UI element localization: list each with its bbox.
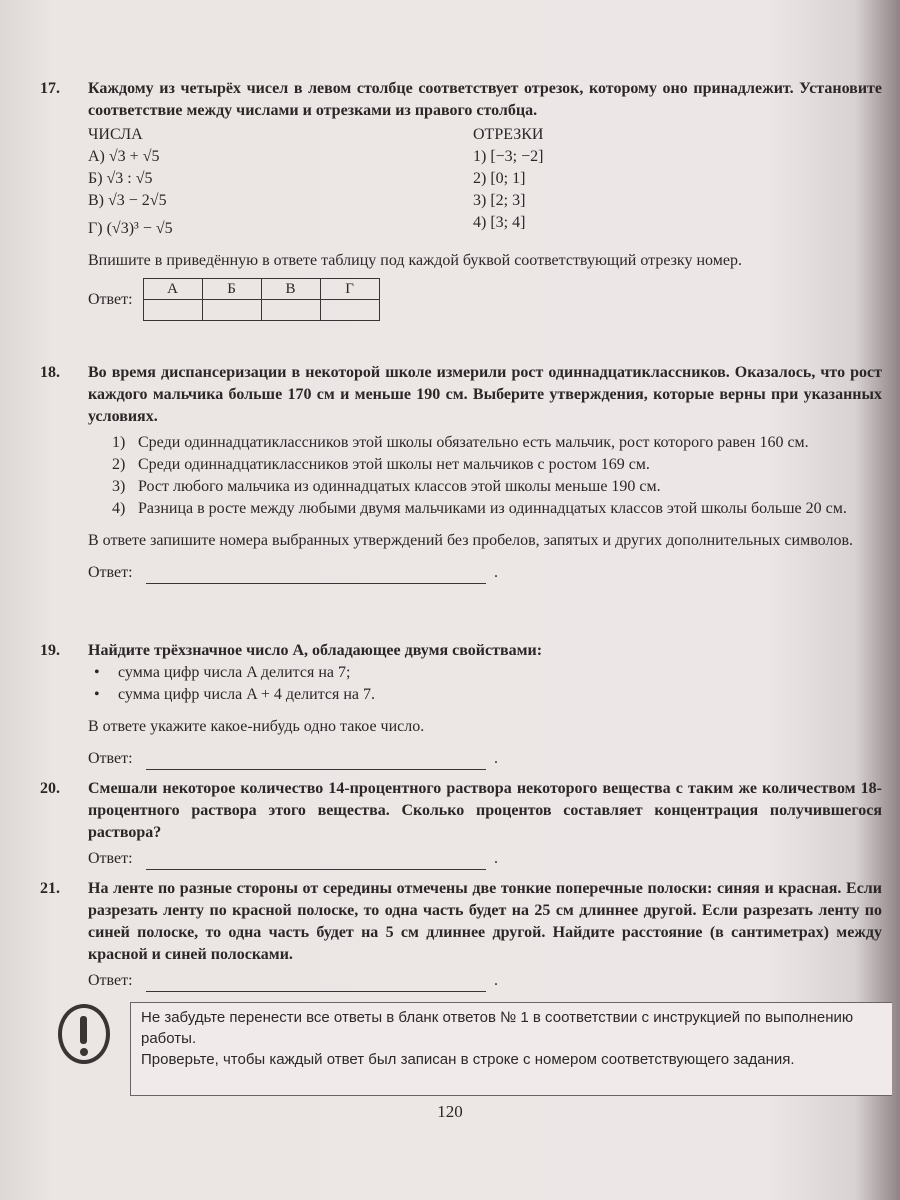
answer-label: Ответ:	[88, 850, 133, 867]
math-expression: √3 : √5	[106, 170, 153, 187]
item-label: 2)	[473, 170, 487, 187]
task-instruction: В ответе укажите какое-нибудь одно такое число.	[88, 718, 425, 735]
task-text: На ленте по разные стороны от середины отмечены две тонкие поперечные полоски: синяя и красная. Если разрезать ленту по красной полоске, то одна часть будет на 25 см длиннее другой. Если разрезать ленту по синей полоске, то одна часть будет на 5 см длиннее другой. Найдите расстояние (в сантиметрах) между красной и синей полосками.	[88, 880, 882, 963]
item-label: В)	[88, 192, 104, 209]
answer-cell-a[interactable]	[143, 300, 202, 321]
exclamation-circle-icon	[58, 1004, 110, 1064]
task-21	[40, 878, 882, 992]
task-instruction: В ответе запишите номера выбранных утверждений без пробелов, запятых и других дополнительных символов.	[88, 532, 853, 549]
statement-item	[112, 432, 882, 454]
numbers-header: ЧИСЛА	[88, 126, 143, 143]
task-instruction: Впишите в приведённую в ответе таблицу под каждой буквой соответствующий отрезку номер.	[88, 252, 742, 269]
notice-line-2: Проверьте, чтобы каждый ответ был записан в строке с номером соответствующего задания.	[141, 1051, 795, 1068]
task-text: Во время диспансеризации в некоторой школе измерили рост одиннадцатиклассников. Оказалось, что рост каждого мальчика больше 170 см и меньше 190 см. Выберите утверждения, которые верны при указанных условиях.	[88, 364, 882, 425]
segment-value: [−3; −2]	[490, 148, 544, 165]
answer-cell-g[interactable]	[320, 300, 379, 321]
bullet-item	[94, 684, 882, 706]
item-label: 1)	[473, 148, 487, 165]
task-number: 18.	[40, 364, 60, 381]
answer-table	[143, 278, 380, 321]
answer-label: Ответ:	[88, 290, 133, 308]
answer-row	[88, 848, 882, 870]
segment-value: [2; 3]	[490, 192, 526, 209]
answer-row	[88, 970, 882, 992]
answer-table-header: В	[261, 279, 320, 300]
answer-input-line[interactable]	[146, 851, 486, 870]
segment-item	[473, 190, 673, 212]
task-number: 17.	[40, 80, 60, 97]
task-number: 19.	[40, 642, 60, 659]
bullet-text: сумма цифр числа A делится на 7;	[118, 664, 351, 681]
answer-label: Ответ:	[88, 972, 133, 989]
answer-period: .	[494, 972, 498, 989]
item-label: А)	[88, 148, 105, 165]
answer-table-header: Г	[320, 279, 379, 300]
answer-label: Ответ:	[88, 750, 133, 767]
statement-text: Среди одиннадцатиклассников этой школы нет мальчиков с ростом 169 см.	[138, 456, 650, 473]
task-20	[40, 778, 882, 870]
bullet-item	[94, 662, 882, 684]
answer-label: Ответ:	[88, 564, 133, 581]
statement-text: Разница в росте между любыми двумя мальчиками из одиннадцатых классов этой школы больше 20 см.	[138, 500, 847, 517]
number-item	[88, 146, 473, 168]
item-label: 4)	[112, 500, 126, 517]
statement-text: Рост любого мальчика из одиннадцатых классов этой школы меньше 190 см.	[138, 478, 661, 495]
math-expression: √3 − 2√5	[108, 192, 167, 209]
item-label: Г)	[88, 220, 103, 237]
bullet-icon: •	[94, 686, 100, 703]
item-label: 2)	[112, 456, 126, 473]
answer-row	[88, 562, 882, 584]
answer-period: .	[494, 750, 498, 767]
segments-column	[473, 124, 673, 240]
segment-value: [3; 4]	[490, 214, 526, 231]
answer-table-header: Б	[202, 279, 261, 300]
bullet-text: сумма цифр числа A + 4 делится на 7.	[118, 686, 376, 703]
segments-header: ОТРЕЗКИ	[473, 126, 544, 143]
answer-input-line[interactable]	[146, 973, 486, 992]
statement-text: Среди одиннадцатиклассников этой школы обязательно есть мальчик, рост которого равен 160 см.	[138, 434, 809, 451]
answer-row	[88, 278, 882, 321]
number-item	[88, 218, 473, 240]
task-number: 20.	[40, 780, 60, 797]
item-label: 4)	[473, 214, 487, 231]
task-text: Каждому из четырёх чисел в левом столбце соответствует отрезок, которому оно принадлежит. Установите соответствие между числами и отрезками из правого столбца.	[88, 80, 882, 119]
task-18	[40, 362, 882, 584]
segment-value: [0; 1]	[490, 170, 526, 187]
answer-cell-b[interactable]	[202, 300, 261, 321]
math-expression: √3 + √5	[108, 148, 160, 165]
statement-item	[112, 454, 882, 476]
task-19	[40, 640, 882, 770]
numbers-column	[88, 124, 473, 240]
page-number: 120	[437, 1102, 463, 1121]
item-label: 3)	[112, 478, 126, 495]
statements-list	[112, 432, 882, 520]
number-item	[88, 168, 473, 190]
segment-item	[473, 168, 673, 190]
segment-item	[473, 146, 673, 168]
task-number: 21.	[40, 880, 60, 897]
task-text: Найдите трёхзначное число A, обладающее двумя свойствами:	[88, 642, 543, 659]
answer-row	[88, 748, 882, 770]
answer-input-line[interactable]	[146, 751, 486, 770]
item-label: Б)	[88, 170, 103, 187]
item-label: 1)	[112, 434, 126, 451]
notice-box	[130, 1002, 892, 1096]
statement-item	[112, 476, 882, 498]
number-item	[88, 190, 473, 212]
answer-table-header: А	[143, 279, 202, 300]
task-17	[40, 78, 882, 321]
segment-item	[473, 212, 673, 234]
answer-period: .	[494, 850, 498, 867]
answer-input-line[interactable]	[146, 565, 486, 584]
answer-cell-v[interactable]	[261, 300, 320, 321]
item-label: 3)	[473, 192, 487, 209]
task-text: Смешали некоторое количество 14-процентного раствора некоторого вещества с таким же количеством 18-процентного раствора этого вещества. Сколько процентов составляет концентрация получившегося раствора?	[88, 780, 882, 841]
answer-period: .	[494, 564, 498, 581]
statement-item	[112, 498, 882, 520]
notice-line-1: Не забудьте перенести все ответы в бланк ответов № 1 в соответствии с инструкцией по выполнению работы.	[141, 1009, 854, 1047]
math-expression: (√3)³ − √5	[106, 220, 173, 237]
bullet-icon: •	[94, 664, 100, 681]
